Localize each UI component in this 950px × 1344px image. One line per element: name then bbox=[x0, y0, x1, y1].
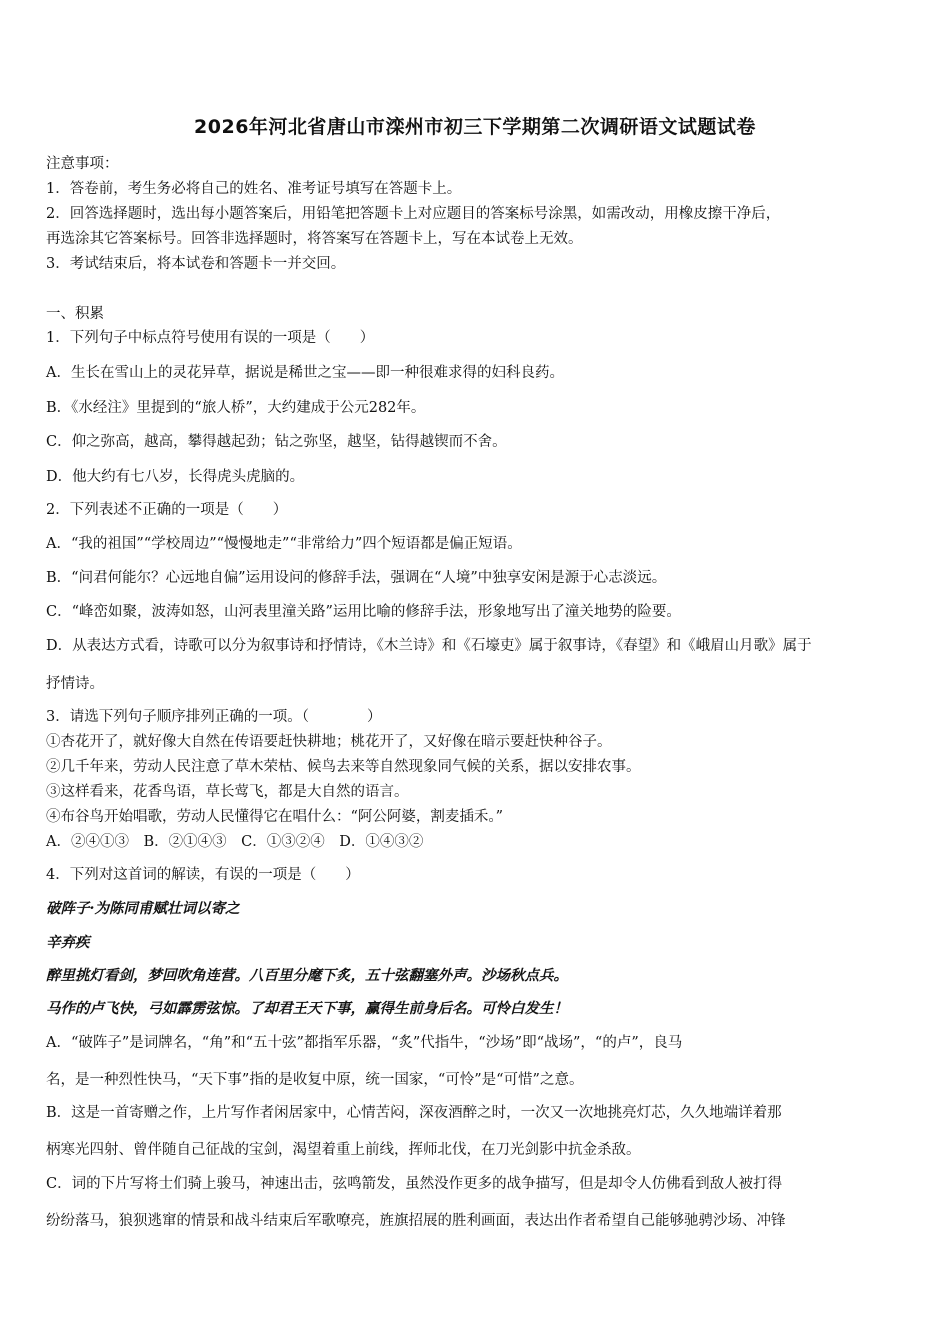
option-c: C．词的下片写将士们骑上骏马，神速出击，弦鸣箭发，虽然没作更多的战争描写，但是却令人仿佛看到敌人被打得 bbox=[46, 1176, 783, 1192]
notice-item: 2．回答选择题时，选出每小题答案后，用铅笔把答题卡上对应题目的答案标号涂黑，如需改动，用橡皮擦干净后， bbox=[46, 206, 781, 222]
sentence-item: ③这样看来，花香鸟语，草长莺飞，都是大自然的语言。 bbox=[46, 784, 409, 800]
poem-title: 破阵子·为陈同甫赋壮词以寄之 bbox=[46, 900, 240, 917]
poem-line: 马作的卢飞快，弓如霹雳弦惊。了却君王天下事，赢得生前身后名。可怜白发生！ bbox=[46, 1000, 568, 1017]
option-b: B．《水经注》里提到的“旅人桥”，大约建成于公元282年。 bbox=[46, 400, 426, 416]
sentence-item: ④布谷鸟开始唱歌，劳动人民懂得它在唱什么：“阿公阿婆，割麦插禾。” bbox=[46, 809, 504, 825]
notice-item: 3．考试结束后，将本试卷和答题卡一并交回。 bbox=[46, 256, 346, 272]
option-b: B．“问君何能尔？心远地自偏”运用设问的修辞手法，强调在“人境”中独享安闲是源于心志淡远。 bbox=[46, 570, 667, 586]
option-a: A．生长在雪山上的灵花异草，据说是稀世之宝——即一种很难求得的妇科良药。 bbox=[46, 365, 564, 381]
option-c: C．仰之弥高，越高，攀得越起劲；钻之弥坚，越坚，钻得越锲而不舍。 bbox=[46, 434, 507, 450]
option-b: B．这是一首寄赠之作，上片写作者闲居家中，心情苦闷，深夜酒醉之时，一次又一次地挑亮灯芯，久久地端详着那 bbox=[46, 1105, 782, 1121]
option-d: D．他大约有七八岁，长得虎头虎脑的。 bbox=[46, 469, 305, 485]
section-heading: 一、积累 bbox=[46, 306, 104, 322]
poem-line: 醉里挑灯看剑，梦回吹角连营。八百里分麾下炙，五十弦翻塞外声。沙场秋点兵。 bbox=[46, 967, 568, 984]
option-a: A．“我的祖国”“学校周边”“慢慢地走”“非常给力”四个短语都是偏正短语。 bbox=[46, 536, 522, 552]
question-stem: 4．下列对这首词的解读，有误的一项是（ ） bbox=[46, 867, 360, 883]
page-title: 2026年河北省唐山市滦州市初三下学期第二次调研语文试题试卷 bbox=[194, 116, 756, 138]
option-a: A．“破阵子”是词牌名，“角”和“五十弦”都指军乐器，“炙”代指牛，“沙场”即“战场”，“的卢”，良马 bbox=[46, 1035, 683, 1051]
sentence-item: ②几千年来，劳动人民注意了草木荣枯、候鸟去来等自然现象同气候的关系，据以安排农事。 bbox=[46, 759, 641, 775]
notice-item: 再选涂其它答案标号。回答非选择题时，将答案写在答题卡上，写在本试卷上无效。 bbox=[46, 231, 583, 247]
question-stem: 2．下列表述不正确的一项是（ ） bbox=[46, 502, 288, 518]
question-stem: 1．下列句子中标点符号使用有误的一项是（ ） bbox=[46, 330, 375, 346]
poem-author: 辛弃疾 bbox=[46, 934, 90, 951]
option-c-continued: 纷纷落马，狼狈逃窜的情景和战斗结束后军歌嘹亮，旌旗招展的胜利画面，表达出作者希望自己能够驰骋沙场、冲锋 bbox=[46, 1213, 786, 1229]
question-options: A．②④①③ B．②①④③ C．①③②④ D．①④③② bbox=[46, 834, 424, 850]
option-d-continued: 抒情诗。 bbox=[46, 676, 104, 692]
notice-heading: 注意事项： bbox=[46, 156, 119, 172]
option-a-continued: 名，是一种烈性快马，“天下事”指的是收复中原，统一国家，“可怜”是“可惜”之意。 bbox=[46, 1072, 584, 1088]
sentence-item: ①杏花开了，就好像大自然在传语要赶快耕地；桃花开了，又好像在暗示要赶快种谷子。 bbox=[46, 734, 612, 750]
option-b-continued: 柄寒光四射、曾伴随自己征战的宝剑，渴望着重上前线，挥师北伐，在刀光剑影中抗金杀敌。 bbox=[46, 1142, 641, 1158]
option-c: C．“峰峦如聚，波涛如怒，山河表里潼关路”运用比喻的修辞手法，形象地写出了潼关地势的险要。 bbox=[46, 604, 681, 620]
notice-item: 1．答卷前，考生务必将自己的姓名、准考证号填写在答题卡上。 bbox=[46, 181, 462, 197]
option-d: D．从表达方式看，诗歌可以分为叙事诗和抒情诗，《木兰诗》和《石壕吏》属于叙事诗，《春望》和《峨眉山月歌》属于 bbox=[46, 638, 812, 654]
question-stem: 3．请选下列句子顺序排列正确的一项。（ ） bbox=[46, 709, 382, 725]
